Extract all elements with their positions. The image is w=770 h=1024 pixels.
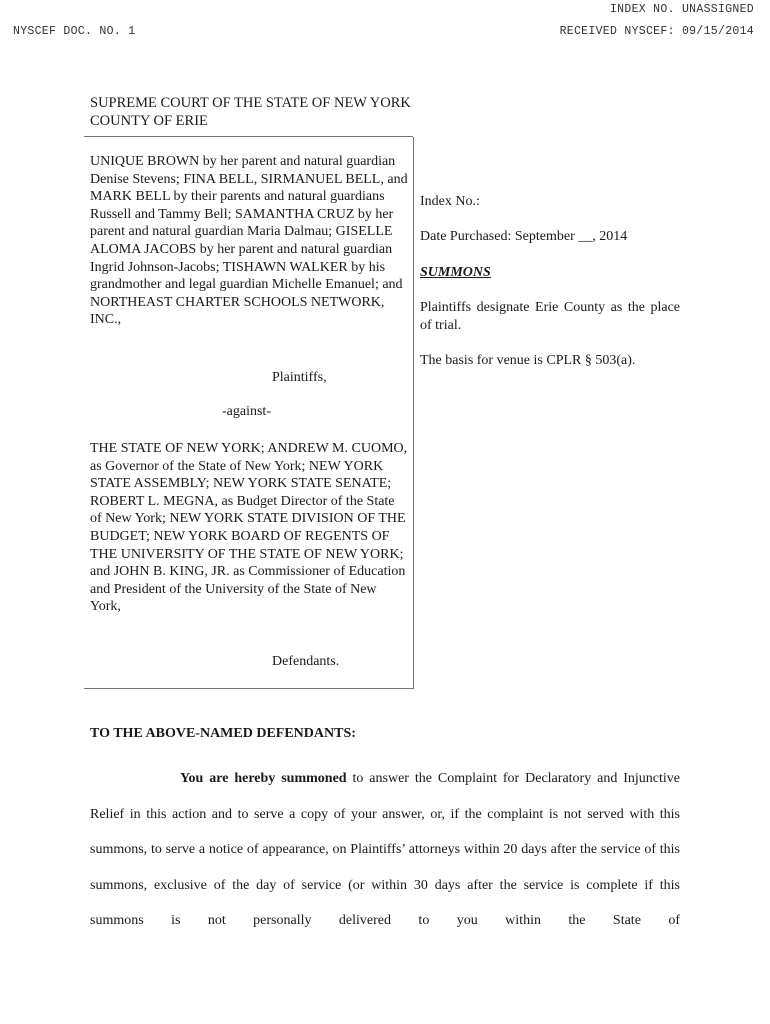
caption-bottom-rule [84,688,414,689]
summons-title: SUMMONS [420,265,491,280]
caption-divider [413,137,414,689]
caption-top-rule [84,136,413,137]
court-heading [90,94,411,130]
place-of-trial-text: Plaintiffs designate Erie County as the place of trial. [420,300,680,333]
defendants-label: Defendants. [272,654,340,669]
plaintiffs-text: UNIQUE BROWN by her parent and natural guardian Denise Stevens; FINA BELL, SIRMANUEL BELL, and MARK BELL by their parents and natural guardians Russell and Tammy Bell; SAMANTHA CRUZ by her parent and natural guardian Maria Dalmau; GISELLE ALOMA JACOBS by her parent and natural guardian Ingrid Johnson-Jacobs; TISHAWN WALKER by his grandmother and legal guardian Michelle Emanuel; and NORTHEAST CHARTER SCHOOLS NETWORK, INC., [90,154,408,328]
index-no-field: Index No.: [420,194,480,209]
received-date-header: RECEIVED NYSCEF: 09/15/2014 [559,25,754,38]
court-name: SUPREME COURT OF THE STATE OF NEW YORK [90,95,411,111]
nyscef-doc-number: NYSCEF DOC. NO. 1 [13,25,136,38]
plaintiffs-list [90,153,408,329]
summons-body-text: to answer the Complaint for Declaratory and Injunctive Relief in this action and to serve a copy of your answer, or, if the complaint is not served with this summons, to serve a notice of appearance, on Plaintiffs’ attorneys within 20 days after the service of this summons, exclusive of the day of service (or within 30 days after the service is complete if this summons is not personally delivered to you within the State of [90,771,681,928]
summons-paragraph [90,761,680,939]
against-label: -against- [222,404,271,419]
plaintiffs-label: Plaintiffs, [272,370,327,385]
county-name: COUNTY OF ERIE [90,113,208,129]
index-number-header: INDEX NO. UNASSIGNED [609,3,754,16]
summoned-phrase: You are hereby summoned [180,771,347,786]
defendants-list [90,440,408,616]
defendants-text: THE STATE OF NEW YORK; ANDREW M. CUOMO, as Governor of the State of New York; NEW YORK STATE ASSEMBLY; NEW YORK STATE SENATE; ROBERT L. MEGNA, as Budget Director of the State of New York; NEW YORK STATE DIVISION OF THE BUDGET; NEW YORK BOARD OF REGENTS OF THE UNIVERSITY OF THE STATE OF NEW YORK; and JOHN B. KING, JR. as Commissioner of Education and President of the University of the State of New York, [90,441,408,615]
date-purchased-field: Date Purchased: September __, 2014 [420,229,628,244]
venue-basis-text: The basis for venue is CPLR § 503(a). [420,353,636,368]
to-defendants-heading: TO THE ABOVE-NAMED DEFENDANTS: [90,726,356,741]
